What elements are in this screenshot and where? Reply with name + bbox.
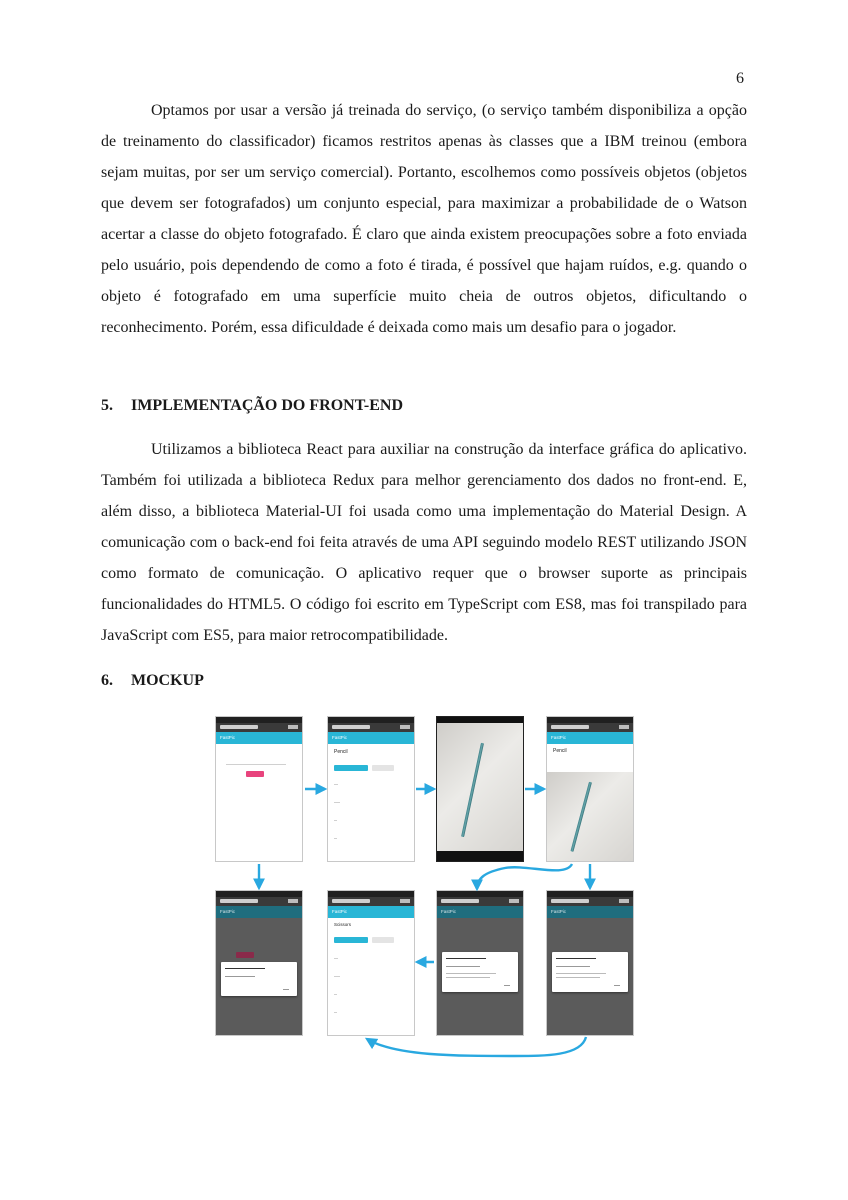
object-name: Pencil <box>334 749 348 755</box>
page-number: 6 <box>736 70 744 87</box>
section-title: IMPLEMENTAÇÃO DO FRONT-END <box>131 397 404 414</box>
app-bar: FastPic <box>437 906 523 918</box>
section-heading-mockup <box>101 672 204 690</box>
paragraph-watson-classes: Optamos por usar a versão já treinada do serviço, (o serviço também disponibiliza a opção de treinamento do classificador) ficamos restritos apenas às classes que a IBM treinou (embora sejam muitas, por ser um serviço comercial). Portanto, escolhemos como possíveis objetos (objetos que devem ser fotografados) um conjunto especial, para maximizar a probabilidade de o Watson acertar a classe do objeto fotografado. É claro que ainda existem preocupações sobre a foto enviada pelo usuário, pois dependendo de como a foto é tirada, é possível que hajam ruídos, e.g. quando o objeto é fotografado em uma superfície muito cheia de outros objetos, dificultando o reconhecimento. Porém, essa dificuldade é deixada como mais um desafio para o jogador. <box>101 102 747 336</box>
section-number: 6. <box>101 672 113 689</box>
mockup-figure <box>215 716 633 1062</box>
app-bar: FastPic <box>216 906 302 918</box>
object-name: Pencil <box>553 748 567 754</box>
app-bar: FastPic <box>547 732 633 744</box>
section-title: MOCKUP <box>131 672 204 689</box>
flow-arrow <box>367 1037 586 1056</box>
flow-arrows <box>215 716 633 1062</box>
app-bar: FastPic <box>216 732 302 744</box>
app-bar: FastPic <box>328 906 414 918</box>
object-name: Scissors <box>334 922 352 927</box>
app-bar: FastPic <box>547 906 633 918</box>
section-number: 5. <box>101 397 113 414</box>
app-bar: FastPic <box>328 732 414 744</box>
section-heading-front-end <box>101 397 403 415</box>
paragraph-front-end: Utilizamos a biblioteca React para auxiliar na construção da interface gráfica do aplicativo. Também foi utilizada a biblioteca Redux para melhor gerenciamento dos dados no front-end. E, além disso, a biblioteca Material-UI foi usada como uma implementação do Material Design. A comunicação com o back-end foi feita através de uma API seguindo modelo REST utilizando JSON como formato de comunicação. O aplicativo requer que o browser suporte as principais funcionalidades do HTML5. O código foi escrito em TypeScript com ES8, mas foi transpilado para JavaScript com ES5, para maior retrocompatibilidade. <box>101 441 747 644</box>
flow-arrow <box>477 864 572 889</box>
